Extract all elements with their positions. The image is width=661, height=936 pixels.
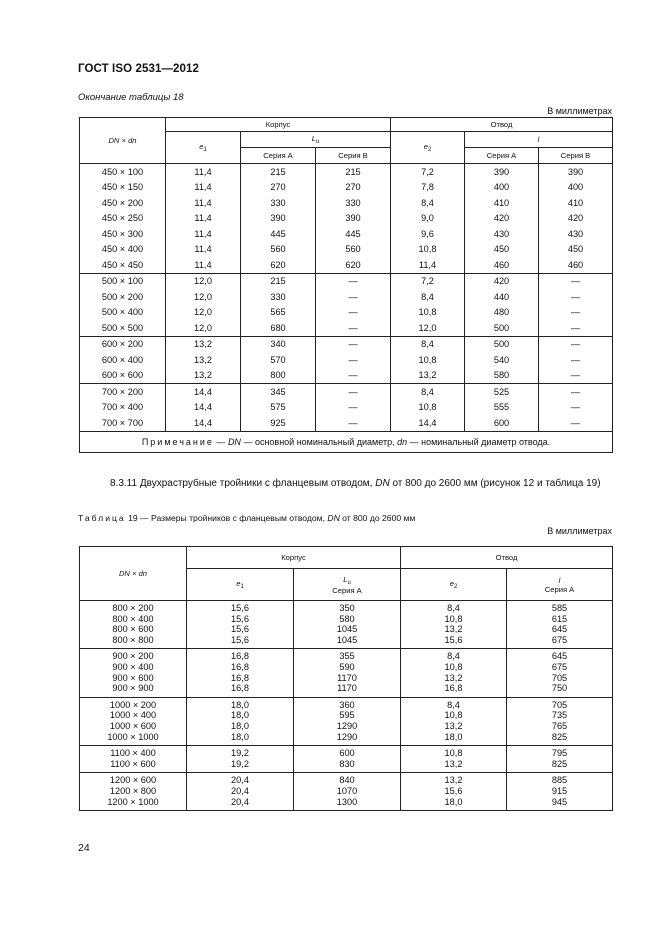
table-cell	[507, 773, 613, 811]
cell-value: 705	[551, 699, 568, 710]
table-cell: 450	[539, 242, 613, 258]
table-cell: 480	[465, 305, 539, 321]
table-cell: —	[539, 415, 613, 431]
cell-value: 825	[551, 731, 568, 742]
table-cell: 500 × 400	[80, 305, 166, 321]
table-cell: 11,4	[391, 257, 465, 273]
table-cell: 500 × 200	[80, 289, 166, 305]
table-cell: 12,0	[166, 320, 241, 336]
table-cell: 800	[241, 368, 316, 384]
column-header-l: l Серия А	[507, 569, 613, 601]
cell-value: 645	[551, 651, 568, 662]
cell-value: 885	[551, 775, 568, 786]
cell-value: 13,2	[444, 758, 463, 769]
table-cell: 12,0	[166, 273, 241, 289]
table-cell	[507, 601, 613, 649]
table-cell: 330	[241, 289, 316, 305]
table-cell	[187, 746, 294, 773]
table-row	[80, 257, 613, 273]
table-cell: 500	[465, 336, 539, 352]
table-cell: 525	[465, 384, 539, 400]
table-cell: 330	[316, 195, 391, 211]
group-header-branch: Отвод	[401, 547, 613, 569]
table-cell: 9,0	[391, 211, 465, 227]
table-cell: —	[539, 352, 613, 368]
table-cell: 13,2	[166, 336, 241, 352]
cell-value: 18,0	[231, 731, 249, 742]
cell-value: 600	[339, 748, 355, 759]
table-cell: 7,8	[391, 180, 465, 196]
table-cell: 11,4	[166, 257, 241, 273]
table-cell: 560	[241, 242, 316, 258]
table-cell	[187, 649, 294, 697]
table-cell: 11,4	[166, 242, 241, 258]
column-header-dn: DN × dn	[80, 547, 187, 601]
table-row	[80, 164, 613, 180]
cell-value: 675	[551, 634, 568, 645]
table-cell: 450	[465, 242, 539, 258]
table-row	[80, 368, 613, 384]
table-cell: 430	[465, 226, 539, 242]
table-cell: 400	[465, 180, 539, 196]
cell-value: 18,0	[231, 710, 249, 721]
table-cell: 8,4	[391, 195, 465, 211]
table-cell: 14,4	[391, 415, 465, 431]
table-cell	[507, 697, 613, 745]
cell-value: 800 × 200	[112, 603, 154, 613]
table-cell: —	[316, 368, 391, 384]
table-cell: 450 × 200	[80, 195, 166, 211]
table-cell	[401, 697, 507, 745]
cell-value: 800 × 600	[112, 624, 154, 635]
table-cell: 12,0	[391, 320, 465, 336]
table-cell: 390	[539, 164, 613, 180]
table-cell: 390	[316, 211, 391, 227]
cell-value: 735	[551, 710, 568, 721]
cell-value: 355	[339, 651, 355, 662]
cell-value: 900 × 600	[112, 672, 154, 683]
cell-value: 16,8	[444, 683, 463, 694]
cell-value: 13,2	[444, 624, 463, 635]
table-cell: 540	[465, 352, 539, 368]
column-header-dn: DN × dn	[80, 118, 166, 164]
cell-value: 13,2	[444, 672, 463, 683]
cell-value: 1300	[336, 796, 358, 807]
cell-value: 18,0	[444, 796, 463, 807]
cell-value: 915	[551, 785, 568, 796]
table-row-group	[80, 697, 613, 745]
table-row	[80, 289, 613, 305]
cell-value: 675	[551, 661, 568, 672]
cell-value: 1170	[337, 683, 357, 694]
table-cell: 13,2	[391, 368, 465, 384]
cell-value: 795	[551, 748, 568, 759]
table-cell: 460	[465, 257, 539, 273]
table-cell: —	[539, 384, 613, 400]
table-cell	[401, 649, 507, 697]
cell-value: 19,2	[231, 758, 249, 769]
cell-value: 1070	[336, 785, 358, 796]
table-cell: 9,6	[391, 226, 465, 242]
table-cell: 270	[241, 180, 316, 196]
table-cell: 215	[316, 164, 391, 180]
table-cell: 390	[241, 211, 316, 227]
cell-value: 1290	[336, 731, 358, 742]
table-18-body	[80, 164, 613, 432]
column-header-e1: $e_1$	[187, 569, 294, 601]
table-cell: —	[316, 289, 391, 305]
cell-value: 580	[339, 613, 355, 624]
cell-value: 16,8	[231, 661, 249, 672]
cell-value: 830	[339, 758, 355, 769]
cell-value: 750	[551, 683, 568, 694]
table-cell: —	[316, 352, 391, 368]
cell-value: 825	[551, 758, 568, 769]
table-cell	[401, 746, 507, 773]
table-cell: 8,4	[391, 384, 465, 400]
table-cell: 340	[241, 336, 316, 352]
cell-value: 16,8	[231, 651, 249, 662]
cell-value: 8,4	[447, 699, 460, 710]
table-18-unit: В миллиметрах	[547, 106, 612, 116]
table-cell: —	[539, 289, 613, 305]
table-row-group	[80, 746, 613, 773]
table-row	[80, 226, 613, 242]
table-cell: 10,8	[391, 352, 465, 368]
cell-value: 800 × 800	[112, 634, 154, 645]
table-cell	[401, 601, 507, 649]
table-18-note: Примечание — DN — основной номинальный диаметр, dn — номинальный диаметр отвода.	[80, 431, 613, 452]
cell-value: 8,4	[447, 603, 460, 613]
table-cell: —	[539, 400, 613, 416]
table-cell: 680	[241, 320, 316, 336]
table-cell: 270	[316, 180, 391, 196]
table-cell: 7,2	[391, 273, 465, 289]
table-18	[79, 117, 613, 453]
cell-value: 1170	[337, 672, 357, 683]
cell-value: 15,6	[231, 624, 249, 635]
cell-value: 8,4	[447, 651, 460, 662]
cell-value: 20,4	[231, 785, 249, 796]
table-cell: 10,8	[391, 242, 465, 258]
table-cell: 570	[241, 352, 316, 368]
cell-value: 900 × 200	[112, 651, 154, 662]
table-row	[80, 320, 613, 336]
table-cell: —	[316, 415, 391, 431]
table-cell: 440	[465, 289, 539, 305]
cell-value: 900 × 400	[112, 661, 154, 672]
table-cell	[507, 649, 613, 697]
cell-value: 590	[339, 661, 355, 672]
section-8-3-11-paragraph: 8.3.11 Двухраструбные тройники с фланцевым отводом, DN от 800 до 2600 мм (рисунок 12 и таблица 19)	[110, 478, 601, 489]
table-cell: 445	[241, 226, 316, 242]
cell-value: 350	[339, 603, 355, 613]
table-cell	[294, 773, 401, 811]
cell-value: 13,2	[444, 775, 463, 786]
table-cell: 11,4	[166, 164, 241, 180]
table-cell	[187, 773, 294, 811]
table-row-group	[80, 601, 613, 649]
cell-value: 615	[551, 613, 568, 624]
table-19-body	[80, 601, 613, 811]
table-cell: —	[539, 336, 613, 352]
table-cell: 565	[241, 305, 316, 321]
cell-value: 1000 × 400	[109, 710, 157, 721]
table-cell	[294, 649, 401, 697]
table-cell: 410	[539, 195, 613, 211]
table-cell: 620	[241, 257, 316, 273]
table-cell: 7,2	[391, 164, 465, 180]
table-cell	[187, 601, 294, 649]
table-row	[80, 336, 613, 352]
group-header-body: Корпус	[166, 118, 391, 132]
cell-value: 900 × 900	[112, 683, 154, 694]
table-cell: 450 × 100	[80, 164, 166, 180]
table-cell: —	[539, 273, 613, 289]
table-cell: 600 × 400	[80, 352, 166, 368]
table-row-group	[80, 773, 613, 811]
table-cell: —	[539, 320, 613, 336]
table-cell: —	[316, 384, 391, 400]
column-header-series-b: Серия В	[539, 148, 613, 164]
document-header: ГОСТ ISO 2531—2012	[78, 63, 200, 75]
cell-value: 595	[339, 710, 355, 721]
table-cell: 11,4	[166, 211, 241, 227]
cell-value: 16,8	[231, 672, 249, 683]
cell-value: 19,2	[231, 748, 249, 759]
cell-value: 15,6	[444, 785, 463, 796]
table-19-unit: В миллиметрах	[547, 526, 612, 536]
column-header-e2: $e_2$	[391, 132, 465, 164]
cell-value: 1100 × 600	[110, 758, 156, 769]
cell-value: 18,0	[444, 731, 463, 742]
cell-value: 16,8	[231, 683, 249, 694]
table-19-title: Таблица 19 — Размеры тройников с фланцевым отводом, DN от 800 до 2600 мм	[78, 513, 416, 523]
table-cell	[401, 773, 507, 811]
table-cell: 500 × 500	[80, 320, 166, 336]
table-cell	[80, 746, 187, 773]
cell-value: 840	[339, 775, 355, 786]
table-cell: 580	[465, 368, 539, 384]
column-header-lu: $L_u$ Серия А	[294, 569, 401, 601]
table-cell: 450 × 150	[80, 180, 166, 196]
cell-value: 1000 × 1000	[107, 731, 159, 742]
table-row	[80, 273, 613, 289]
table-cell: 410	[465, 195, 539, 211]
table-cell: 450 × 250	[80, 211, 166, 227]
cell-value: 585	[551, 603, 568, 613]
group-header-body: Корпус	[187, 547, 401, 569]
table-cell: 8,4	[391, 336, 465, 352]
table-cell: 390	[465, 164, 539, 180]
table-cell: 430	[539, 226, 613, 242]
table-cell: —	[316, 336, 391, 352]
table-cell: 330	[241, 195, 316, 211]
cell-value: 18,0	[231, 720, 249, 731]
cell-value: 1200 × 800	[109, 785, 157, 796]
table-18-caption: Окончание таблицы 18	[78, 92, 184, 103]
table-row	[80, 400, 613, 416]
table-cell: —	[316, 305, 391, 321]
table-row	[80, 242, 613, 258]
table-cell: 13,2	[166, 368, 241, 384]
cell-value: 10,8	[444, 748, 463, 759]
table-row	[80, 415, 613, 431]
table-19	[79, 546, 613, 811]
cell-value: 1045	[336, 634, 358, 645]
table-cell: 12,0	[166, 305, 241, 321]
cell-value: 1200 × 1000	[107, 796, 159, 807]
table-cell: 700 × 400	[80, 400, 166, 416]
table-cell: 450 × 300	[80, 226, 166, 242]
cell-value: 10,8	[444, 710, 463, 721]
table-cell: 925	[241, 415, 316, 431]
table-row	[80, 211, 613, 227]
page-number: 24	[78, 842, 90, 854]
table-cell: 560	[316, 242, 391, 258]
table-cell: —	[316, 320, 391, 336]
cell-value: 20,4	[231, 796, 249, 807]
cell-value: 360	[339, 699, 355, 710]
table-cell: 12,0	[166, 289, 241, 305]
table-cell	[294, 746, 401, 773]
table-cell: 420	[465, 211, 539, 227]
table-cell: 555	[465, 400, 539, 416]
table-row	[80, 180, 613, 196]
table-cell	[187, 697, 294, 745]
table-cell: 215	[241, 273, 316, 289]
cell-value: 1000 × 600	[109, 720, 157, 731]
table-cell	[80, 649, 187, 697]
table-cell	[294, 601, 401, 649]
cell-value: 1045	[336, 624, 358, 635]
table-cell: 13,2	[166, 352, 241, 368]
table-row	[80, 384, 613, 400]
table-row-group	[80, 649, 613, 697]
table-cell: —	[316, 400, 391, 416]
table-row	[80, 352, 613, 368]
column-header-e1: $e_1$	[166, 132, 241, 164]
table-cell: 620	[316, 257, 391, 273]
table-cell: 600 × 600	[80, 368, 166, 384]
table-cell: 500 × 100	[80, 273, 166, 289]
column-header-l: l	[465, 132, 613, 148]
cell-value: 1290	[336, 720, 358, 731]
table-cell: 500	[465, 320, 539, 336]
table-cell	[507, 746, 613, 773]
table-cell: 420	[539, 211, 613, 227]
column-header-e2: $e_2$	[401, 569, 507, 601]
table-cell: 14,4	[166, 384, 241, 400]
table-cell: 700 × 200	[80, 384, 166, 400]
table-cell: 600	[465, 415, 539, 431]
table-cell: 420	[465, 273, 539, 289]
table-cell: 8,4	[391, 289, 465, 305]
table-cell	[80, 697, 187, 745]
table-cell: 460	[539, 257, 613, 273]
cell-value: 705	[551, 672, 568, 683]
table-cell: 11,4	[166, 226, 241, 242]
column-header-series-a: Серия А	[465, 148, 539, 164]
cell-value: 15,6	[231, 603, 249, 613]
column-header-lu: $L_u$	[241, 132, 391, 148]
table-cell: 10,8	[391, 305, 465, 321]
group-header-branch: Отвод	[391, 118, 613, 132]
cell-value: 10,8	[444, 661, 463, 672]
cell-value: 1200 × 600	[109, 775, 157, 786]
table-cell: 600 × 200	[80, 336, 166, 352]
cell-value: 15,6	[444, 634, 463, 645]
table-cell: 450 × 400	[80, 242, 166, 258]
table-cell: 11,4	[166, 180, 241, 196]
table-cell: —	[539, 368, 613, 384]
cell-value: 15,6	[231, 613, 249, 624]
cell-value: 15,6	[231, 634, 249, 645]
table-row	[80, 305, 613, 321]
table-cell	[80, 601, 187, 649]
table-cell: 215	[241, 164, 316, 180]
column-header-series-a: Серия А	[241, 148, 316, 164]
table-cell: —	[539, 305, 613, 321]
table-cell: 14,4	[166, 400, 241, 416]
cell-value: 1000 × 200	[109, 699, 157, 710]
table-cell	[294, 697, 401, 745]
cell-value: 645	[551, 624, 568, 635]
table-cell: —	[316, 273, 391, 289]
cell-value: 10,8	[444, 613, 463, 624]
cell-value: 800 × 400	[112, 613, 154, 624]
cell-value: 1100 × 400	[110, 748, 156, 759]
table-cell: 450 × 450	[80, 257, 166, 273]
column-header-series-b: Серия В	[316, 148, 391, 164]
table-cell: 345	[241, 384, 316, 400]
table-cell: 700 × 700	[80, 415, 166, 431]
cell-value: 18,0	[231, 699, 249, 710]
cell-value: 945	[551, 796, 568, 807]
table-cell: 11,4	[166, 195, 241, 211]
table-cell: 575	[241, 400, 316, 416]
cell-value: 20,4	[231, 775, 249, 786]
table-cell: 445	[316, 226, 391, 242]
table-cell	[80, 773, 187, 811]
table-cell: 14,4	[166, 415, 241, 431]
table-cell: 10,8	[391, 400, 465, 416]
cell-value: 13,2	[444, 720, 463, 731]
table-cell: 400	[539, 180, 613, 196]
cell-value: 765	[551, 720, 568, 731]
table-row	[80, 195, 613, 211]
